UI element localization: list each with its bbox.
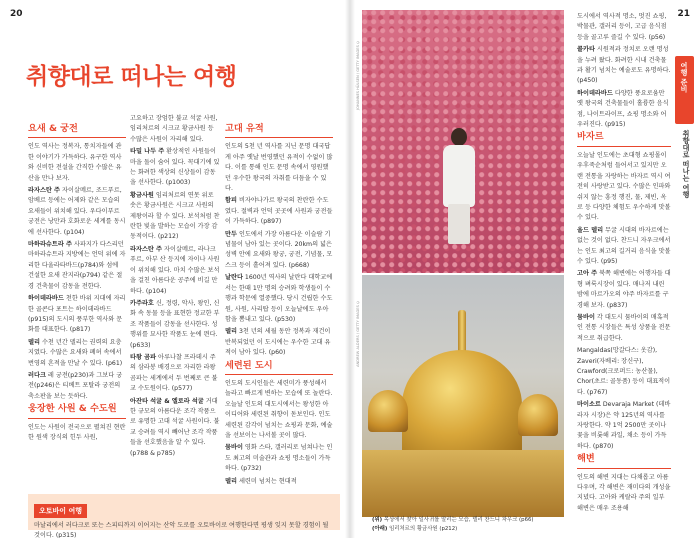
entry-name: 카주라호 [130, 299, 154, 307]
photo-credit-bottom: ANDREW ALDERS / GETTY IMAGES © [356, 300, 360, 367]
entry-text: 영화 스타, 갤러리로 넘쳐나는 인도 최고의 미술관과 쇼핑 명소들이 가득하다. (p732) [225, 444, 333, 473]
entry [28, 371, 126, 402]
caption-label: (위) [372, 517, 383, 523]
entry-text: 아루나찰 프라데시 주의 삼라봉 배경으로 자리한 라왕 곰파는 세계에서 두 번째로 큰 불교 수도원이다. (p577) [130, 353, 218, 393]
section-heading-forts: 요새 & 궁전 [28, 124, 126, 138]
entry [577, 313, 671, 344]
entry [577, 89, 671, 131]
section-intro: 인도의 도시인들은 세련미가 풍성해서 놀라고 빠르게 변하는 모습에 또 놀란다. 오늘날 인도의 대도시에서는 왕성한 아이디어와 세련된 취향이 돋보인다. 인도 세련된 감각이 넘치는 쇼핑과 문화, 예술을 선보이는 나서볼 곳이 많다. [225, 379, 333, 439]
page-number-left: 20 [10, 9, 23, 19]
entry-text: 무굴 시대의 바자르에는 없는 것이 없다. 찬드니 자우크에서는 인도 최고의 길거리 음식을 맛볼 수 있다. (p95) [577, 226, 671, 265]
entry-text: 다양한 풍요로움만 옛 왕국의 건축물들이 홀륭한 음식점, 나이트라이프, 쇼핑 명소와 어우러진다. (p915) [577, 89, 669, 129]
entry-text: 수천 년간 델리는 권력의 요충지였다. 수많은 요새와 폐허 속에서 번영의 흔적을 만날 수 있다. (p61) [28, 338, 123, 367]
entry [225, 477, 333, 487]
paragraph: 고요하고 장엄한 불교 석굴 사원, 임리처르의 시크교 황금사원 등 수많은 사원이 자리해 있다. [130, 115, 218, 143]
column-4 [577, 12, 671, 534]
entry [130, 353, 221, 395]
caption-line [372, 525, 562, 534]
golden-dome [402, 350, 522, 460]
entry-name: 마이소르 [577, 401, 601, 409]
entry-text: 임리처르의 연못 위로 솟은 황금사원은 시크교 사원의 제왕이라 할 수 있다. 보석처럼 찬란한 빛을 발하는 모습이 가장 감동적이다. (p212) [130, 191, 220, 241]
dome-spire [458, 310, 466, 354]
entry [130, 245, 221, 297]
entry-name: 델리 [28, 338, 40, 346]
page-gutter [345, 0, 355, 538]
entry [225, 230, 333, 272]
entry-text: 거대한 규모의 아름다운 조각 작품으로 유명한 고대 석굴 사원이다. 불교 승려들 역시 빼어난 조각 작품들을 선호했음을 알 수 있다. (p788 & p785) [130, 397, 220, 457]
paragraph: 도시에서 역사적 명소, 멋진 쇼핑, 박물관, 갤러리 등이, 고급 음식점 등을 골고루 즐길 수 있다. (p56) [577, 13, 667, 41]
temple-building [362, 450, 564, 517]
entry-name: 날란다 [225, 274, 243, 282]
page-title: 취향대로 떠나는 여행 [26, 64, 237, 90]
entry [28, 186, 126, 238]
paragraph: Mangaldas(망갈다스: 옷감), Zaveri(자베리: 장신구), Crawford(크로퍼드: 농산물), Chor(초르: 골동품) 등이 대표적이다. (p767) [577, 347, 671, 396]
column-1 [28, 122, 126, 490]
page-number-right: 21 [677, 9, 690, 19]
entry [577, 400, 671, 452]
section-heading-beaches: 해변 [577, 454, 671, 468]
entry-name: 델리 [225, 477, 237, 485]
entry-name: 라자스탄 주 [130, 245, 163, 253]
entry-name: 하이데라바드 [577, 89, 613, 97]
entry [28, 338, 126, 369]
section-intro: 인도는 사원이 전국으로 펼쳐진 현란한 원색 장식의 힌두 사원, [28, 423, 126, 441]
person-body [443, 145, 475, 207]
entry-text: 시원적과 정치로 오랜 명성을 누려 왔다. 화려한 시내 건축물과 활기 넘치는 예술로도 유명하다. (p450) [577, 46, 671, 85]
entry-name: 올드 델리 [577, 226, 604, 234]
entry-text: 각 대도시 뭄바이의 매혹적인 전통 시장들은 특성 상품을 전문적으로 취급한다. [577, 313, 671, 342]
column-3 [225, 122, 333, 528]
entry-name: 황금사원 [130, 191, 154, 199]
entry-name: 라자스탄 주 [28, 187, 61, 195]
entry-text: 3천 년의 세월 동안 정복과 재건이 반복되었던 이 도시에는 우수한 고대 유적이 남아 있다. (p60) [225, 328, 331, 357]
entry [225, 443, 333, 474]
entry-text: 북쪽 해변에는 어행자들 대형 벼룩시장이 있다. 매나저 내린 밤에 마르가오의 야주 바자르를 구경해 보자. (p837) [577, 270, 671, 309]
photo-panel [362, 10, 564, 517]
entry-name: 뭄바이 [577, 313, 595, 321]
section-tab [675, 56, 694, 124]
entry [577, 269, 671, 311]
caption-text: 목상에서 찾아 일사귀를 말리는 모습, 델리 찬드니 차우크 (p66) [383, 517, 534, 523]
entry-name: 고아 주 [577, 270, 598, 278]
entry [225, 196, 333, 227]
entry-name: 델리 [225, 328, 237, 336]
entry [225, 273, 333, 325]
entry-text: 환상적인 사원들이 마을 돌이 숨어 있다. 꼭대기에 있는 화려한 색상의 신상들이 감동을 선사한다. (p1003) [130, 148, 220, 187]
entry-name: 만두 [225, 230, 237, 238]
column-2 [126, 114, 221, 490]
tip-box-title: 오토바이 여행 [34, 504, 87, 518]
entry [28, 294, 126, 336]
entry-text: 천한 바위 지대에 자리한 골콘다 포트는 하이데라바드(p915)의 도시의 풍부한 역사와 문화를 대표한다. (p817) [28, 295, 126, 334]
entry [130, 191, 221, 243]
tip-box [28, 494, 340, 538]
entry-text: 1600년 역사의 날란다 대학교에서는 한때 1만 명의 승려와 학생들이 수행과 학문에 열중했다. 당시 건립한 수도원, 사원, 사리탑 등이 오늘날에도 우아함을 뽐내고 있다. (p530) [225, 274, 333, 323]
section-heading-cities: 세련된 도시 [225, 361, 333, 375]
entry-name: 하이데라바드 [28, 295, 64, 303]
entry-name: 뭄바이 [225, 444, 243, 452]
section-heading-bazaars: 바자르 [577, 132, 671, 146]
caption-text: 임리처르의 황금사원 (p212) [389, 525, 458, 532]
entry-text: 세련미 넘치는 현대적 [238, 477, 297, 485]
entry-name: 타밀 나두 주 [130, 148, 165, 156]
caption-line [372, 516, 562, 525]
section-tab-label: 여행 준비 [680, 62, 688, 93]
entry [130, 147, 221, 189]
section-intro: 인도의 해변 지대는 다채롭고 아름다우며, 각 해변은 재미다의 개성을 지녔다. 고아와 케랄라 주의 일부 해변은 매우 조용해 [577, 473, 671, 512]
entry [225, 327, 333, 358]
small-dome-left [368, 390, 408, 432]
entry-text: Devaraja Market (데바라자 시장)은 약 125년의 역사를 자랑한다. 약 1억 2500만 곳이나 꽃을 비롯해 과일, 채소 등이 가득하다. (p870) [577, 401, 671, 450]
entry-text: 비자야나가르 왕국의 찬란한 수도였다. 절벽과 언덕 곳곳에 사원과 궁전들이 가득하다. (p897) [225, 197, 333, 226]
entry-text: 자이살메르, 라나크푸르, 아부 산 등지에 자이나 사원이 위치해 있다. 마치 수많은 보석을 걸친 아름다운 공주에 비길 만하다. (p104) [130, 245, 220, 295]
entry [28, 240, 126, 292]
photo-credit-top: JOHANNES HÜLSEN / GETTY IMAGES © [356, 40, 360, 110]
entry-name: 함피 [225, 197, 237, 205]
entry [577, 226, 671, 268]
person-legs [448, 204, 470, 244]
entry [130, 397, 221, 459]
photo-caption [372, 516, 562, 533]
section-intro: 인도의 5천 년 역사를 지닌 문명 대국답게 아주 옛날 번영했던 유적이 수없이 많다. 이를 통해 인도 문명 속에서 영원했던 우수한 왕국의 자취를 더듬을 수 있다. [225, 143, 333, 193]
section-intro: 인도 역사는 정복자, 통치자들에 관한 이야기가 가득하다. 유구한 역사와 신비한 전설을 간직한 수많은 유산을 만나 보자. [28, 143, 122, 182]
entry-text: 자이살메르, 조드푸르, 암베르 등에는 어제와 같은 모습의 요새들이 위치해 있다. 우다이푸르 궁전은 낭만과 호화로운 세계를 동시에 선사한다. (p104) [28, 187, 126, 236]
entry-name: 마하라슈트라 주 [28, 241, 72, 249]
entry-text: 사파지가 다스리던 마하라슈트라 지방에는 언덕 위에 자리한 다울라타바드(p784)와 섬에 건설한 요새 잔지라(p794) 같은 절경 건축물이 감동을 전한다. [28, 241, 126, 290]
entry [577, 45, 671, 87]
small-dome-right [518, 394, 558, 436]
caption-label: (아래) [372, 525, 388, 532]
section-intro: 오늘날 인도에는 초대형 쇼핑몰이 우후죽순처럼 들어서고 있지만 오랜 전통을 자랑하는 바자르 역시 여전히 사랑받고 있다. 수많은 인파와 쉬지 않는 흥정 행진, 물, 제빈, 옥로 등 다양한 체험도 우수하게 맛볼 수 있다. [577, 151, 671, 222]
running-head: 취향대로 떠나는 여행 [682, 130, 690, 198]
section-heading-temples: 웅장한 사원 & 수도원 [28, 404, 126, 418]
section-heading-ruins: 고대 유적 [225, 124, 333, 138]
entry-text: 인도에서 가장 아름다운 이슬람 기념물이 남아 있는 곳이다. 20km의 넓은 성벽 안에 요새와 왕궁, 궁전, 기념물, 모스크 등이 흩어져 있다. (p668) [225, 230, 333, 269]
entry-text: 레 궁전(p230)과 그보다 궁전(p246)은 티베트 포탈라 궁전의 축소판을 보는 듯하다. [28, 371, 123, 400]
entry-name: 러다크 [28, 371, 46, 379]
person-head [451, 128, 467, 146]
entry-text: 신, 정령, 악사, 왕인, 신화 속 동물 등을 표현한 정교한 부조 작품들이 감동을 선사한다. 성행위를 묘사한 작품도 눈에 띈다. (p633) [130, 299, 220, 349]
entry-name: 타왕 곰파 [130, 353, 157, 361]
entry [130, 299, 221, 351]
entry-name: 콜카타 [577, 46, 595, 54]
entry-name: 아잔타 석굴 & 엘로라 석굴 [130, 397, 204, 405]
tip-box-text: 마날리에서 러다크로 또는 스피티까지 이어지는 산악 도로를 오토바이로 여행한다면 평생 잊지 못할 경험이 될 것이다. (p315) [34, 522, 329, 538]
